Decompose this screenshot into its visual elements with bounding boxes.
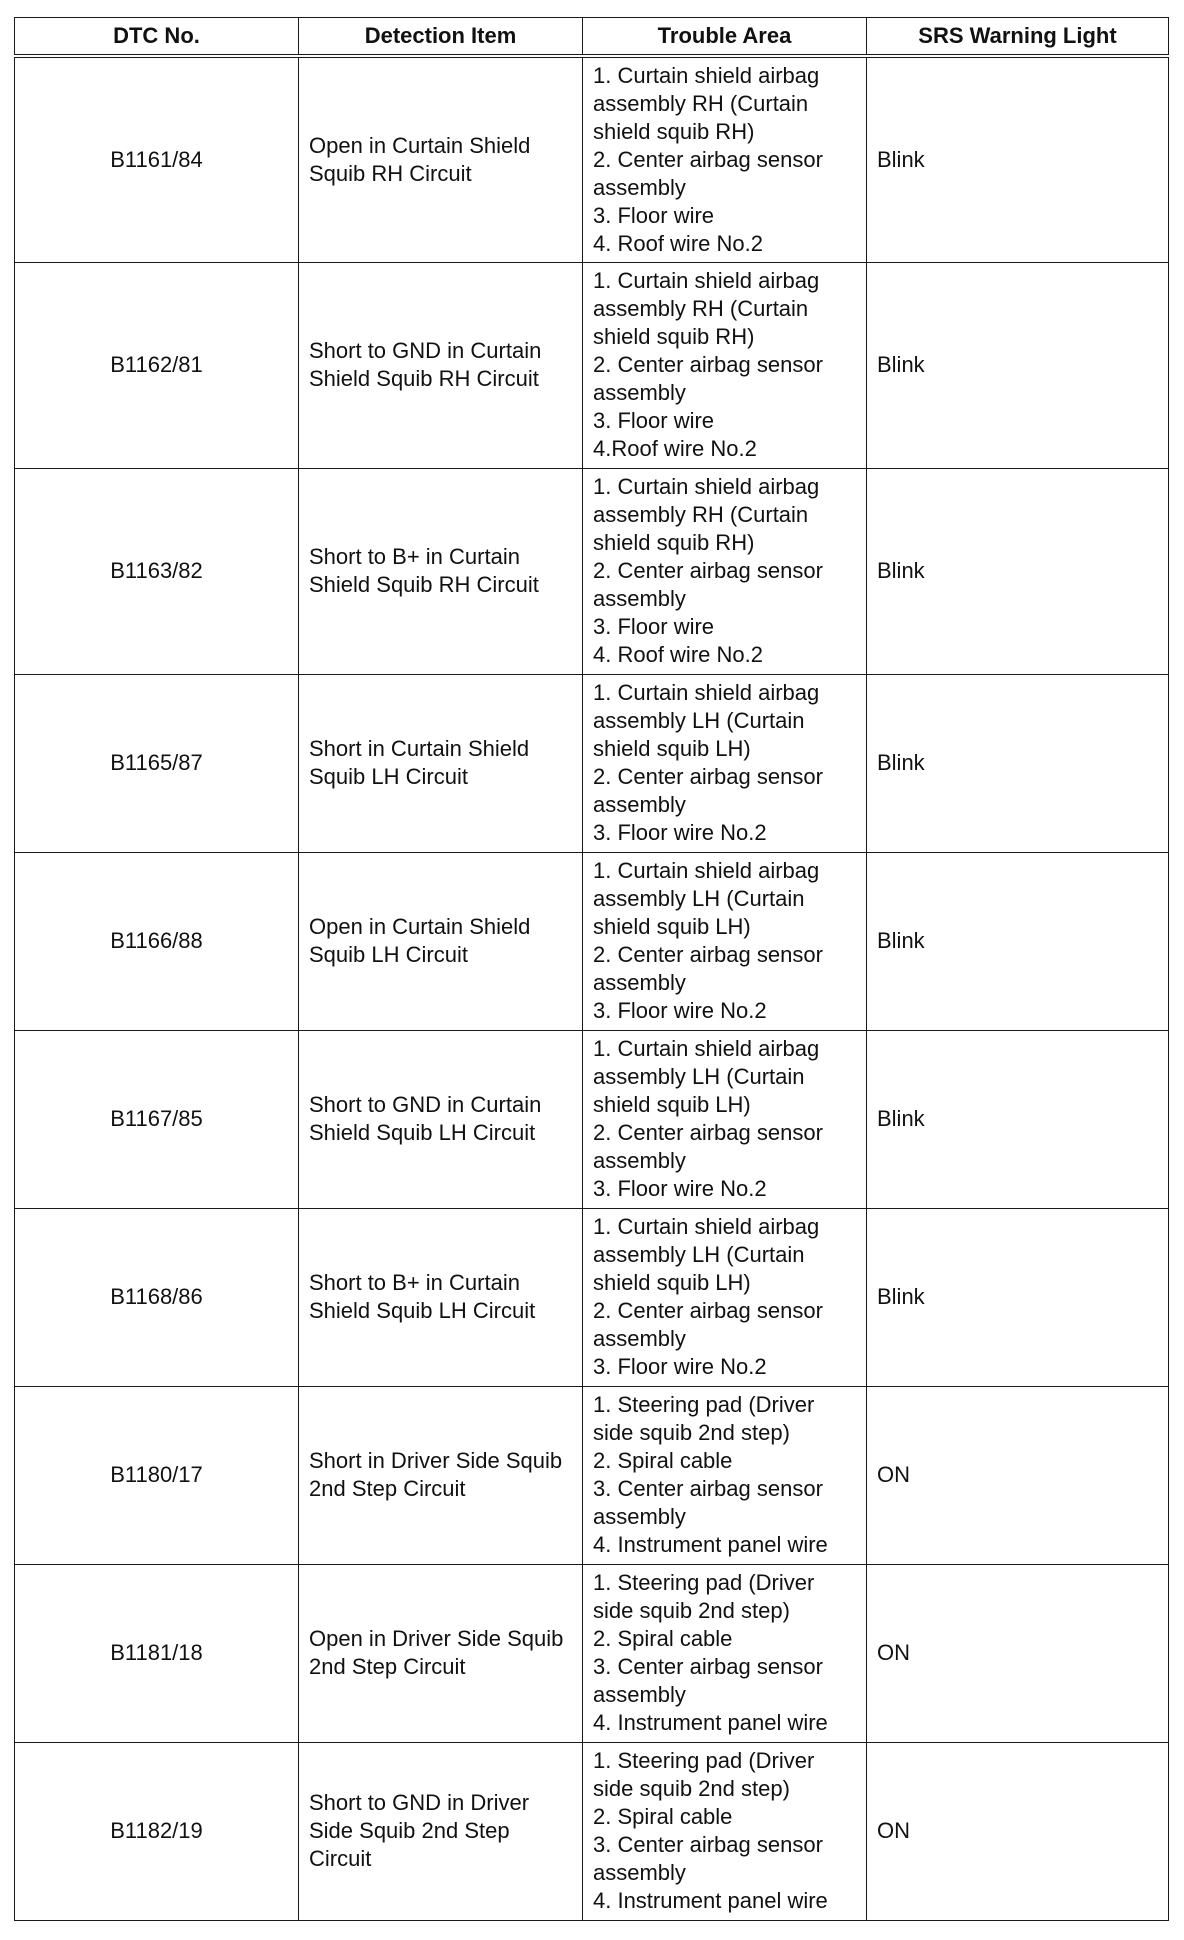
table-row: [15, 468, 1169, 674]
trouble-area-line: 1. Curtain shield airbag: [593, 268, 820, 293]
header-detection-item: Detection Item: [299, 18, 583, 57]
trouble-area-line: 4. Roof wire No.2: [593, 642, 763, 667]
detection-item-cell: [299, 1386, 583, 1564]
srs-warning-light-cell: ON: [867, 1564, 1169, 1742]
detection-item-cell: [299, 852, 583, 1030]
detection-item-cell: [299, 1742, 583, 1920]
detection-item-line: Shield Squib LH Circuit: [309, 1120, 536, 1145]
detection-item-line: 2nd Step Circuit: [309, 1476, 466, 1501]
trouble-area-line: 4. Instrument panel wire: [593, 1710, 828, 1735]
trouble-area-line: shield squib LH): [593, 1092, 751, 1117]
srs-warning-light-cell: Blink: [867, 262, 1169, 468]
detection-item-line: Short in Curtain Shield: [309, 736, 530, 761]
trouble-area-line: side squib 2nd step): [593, 1598, 790, 1623]
trouble-area-line: side squib 2nd step): [593, 1776, 790, 1801]
srs-warning-light-cell: Blink: [867, 852, 1169, 1030]
trouble-area-line: assembly: [593, 970, 686, 995]
trouble-area-line: shield squib RH): [593, 324, 755, 349]
detection-item-line: Shield Squib RH Circuit: [309, 572, 539, 597]
trouble-area-line: 4. Instrument panel wire: [593, 1532, 828, 1557]
trouble-area-line: 2. Center airbag sensor: [593, 1120, 823, 1145]
srs-warning-light-cell: Blink: [867, 1030, 1169, 1208]
trouble-area-line: assembly LH (Curtain: [593, 708, 805, 733]
detection-item-line: 2nd Step Circuit: [309, 1654, 466, 1679]
detection-item-cell: [299, 1208, 583, 1386]
detection-item-line: Short to B+ in Curtain: [309, 1270, 520, 1295]
table-row: [15, 1742, 1169, 1920]
trouble-area-line: 1. Steering pad (Driver: [593, 1748, 815, 1773]
trouble-area-line: assembly: [593, 1504, 686, 1529]
trouble-area-line: 4. Instrument panel wire: [593, 1888, 828, 1913]
detection-item-line: Squib RH Circuit: [309, 160, 472, 186]
detection-item-line: Open in Curtain Shield: [309, 132, 531, 158]
table-row: [15, 1208, 1169, 1386]
table-row: [15, 852, 1169, 1030]
header-srs-warning-light: SRS Warning Light: [867, 18, 1169, 57]
trouble-area-line: 1. Curtain shield airbag: [593, 858, 820, 883]
table-body: [15, 56, 1169, 1920]
dtc-code-cell: B1167/85: [15, 1030, 299, 1208]
trouble-area-line: 3. Center airbag sensor: [593, 1654, 823, 1679]
detection-item-line: Shield Squib RH Circuit: [309, 366, 539, 391]
detection-item-cell: [299, 674, 583, 852]
trouble-area-line: 4.Roof wire No.2: [593, 436, 757, 461]
table-row: [15, 674, 1169, 852]
detection-item-cell: [299, 262, 583, 468]
trouble-area-cell: [583, 1564, 867, 1742]
trouble-area-line: assembly: [593, 1860, 686, 1885]
srs-warning-light-cell: ON: [867, 1386, 1169, 1564]
trouble-area-line: assembly RH (Curtain: [593, 502, 809, 527]
trouble-area-line: 3. Floor wire No.2: [593, 998, 767, 1023]
detection-item-line: Short to GND in Driver: [309, 1790, 530, 1815]
table-row: [15, 1564, 1169, 1742]
table-row: [15, 1386, 1169, 1564]
table-row: [15, 56, 1169, 262]
dtc-code-cell: B1163/82: [15, 468, 299, 674]
trouble-area-line: 3. Floor wire: [593, 202, 715, 228]
trouble-area-line: 3. Floor wire No.2: [593, 1176, 767, 1201]
trouble-area-cell: [583, 1208, 867, 1386]
trouble-area-line: shield squib LH): [593, 736, 751, 761]
srs-warning-light-cell: Blink: [867, 674, 1169, 852]
detection-item-cell: [299, 1564, 583, 1742]
trouble-area-line: 2. Center airbag sensor: [593, 942, 823, 967]
detection-item-line: Short in Driver Side Squib: [309, 1448, 563, 1473]
trouble-area-line: assembly: [593, 380, 686, 405]
trouble-area-line: shield squib RH): [593, 530, 755, 555]
trouble-area-line: assembly: [593, 1682, 686, 1707]
dtc-code-cell: B1161/84: [15, 56, 299, 262]
trouble-area-line: side squib 2nd step): [593, 1420, 790, 1445]
trouble-area-cell: [583, 1030, 867, 1208]
detection-item-line: Circuit: [309, 1846, 372, 1871]
trouble-area-line: 1. Curtain shield airbag: [593, 1214, 820, 1239]
trouble-area-line: 3. Floor wire: [593, 408, 715, 433]
dtc-table: [14, 17, 1169, 1921]
detection-item-cell: [299, 468, 583, 674]
srs-warning-light-cell: Blink: [867, 468, 1169, 674]
trouble-area-line: 3. Center airbag sensor: [593, 1832, 823, 1857]
trouble-area-line: 1. Curtain shield airbag: [593, 680, 820, 705]
trouble-area-line: 3. Floor wire No.2: [593, 1354, 767, 1379]
trouble-area-line: 4. Roof wire No.2: [593, 230, 763, 256]
table-row: [15, 1030, 1169, 1208]
detection-item-line: Short to B+ in Curtain: [309, 544, 520, 569]
trouble-area-line: shield squib LH): [593, 1270, 751, 1295]
trouble-area-line: assembly RH (Curtain: [593, 296, 809, 321]
trouble-area-line: assembly LH (Curtain: [593, 1064, 805, 1089]
header-dtc-no: DTC No.: [15, 18, 299, 57]
trouble-area-cell: [583, 1742, 867, 1920]
srs-warning-light-cell: ON: [867, 1742, 1169, 1920]
dtc-code-cell: B1182/19: [15, 1742, 299, 1920]
trouble-area-line: assembly RH (Curtain: [593, 90, 809, 116]
trouble-area-line: assembly LH (Curtain: [593, 886, 805, 911]
trouble-area-line: 2. Spiral cable: [593, 1804, 733, 1829]
detection-item-line: Open in Driver Side Squib: [309, 1626, 564, 1651]
trouble-area-cell: [583, 56, 867, 262]
trouble-area-line: shield squib RH): [593, 118, 755, 144]
srs-warning-light-cell: Blink: [867, 56, 1169, 262]
detection-item-line: Shield Squib LH Circuit: [309, 1298, 536, 1323]
trouble-area-line: assembly LH (Curtain: [593, 1242, 805, 1267]
dtc-code-cell: B1168/86: [15, 1208, 299, 1386]
trouble-area-line: 3. Center airbag sensor: [593, 1476, 823, 1501]
detection-item-line: Squib LH Circuit: [309, 942, 468, 967]
dtc-code-cell: B1165/87: [15, 674, 299, 852]
trouble-area-cell: [583, 852, 867, 1030]
srs-warning-light-cell: Blink: [867, 1208, 1169, 1386]
trouble-area-line: 2. Spiral cable: [593, 1626, 733, 1651]
table-row: [15, 262, 1169, 468]
trouble-area-cell: [583, 674, 867, 852]
trouble-area-line: shield squib LH): [593, 914, 751, 939]
trouble-area-line: assembly: [593, 1326, 686, 1351]
trouble-area-line: 1. Curtain shield airbag: [593, 1036, 820, 1061]
detection-item-line: Short to GND in Curtain: [309, 338, 542, 363]
trouble-area-line: 3. Floor wire: [593, 614, 715, 639]
trouble-area-line: assembly: [593, 1148, 686, 1173]
trouble-area-line: 1. Steering pad (Driver: [593, 1392, 815, 1417]
detection-item-cell: [299, 56, 583, 262]
trouble-area-line: assembly: [593, 792, 686, 817]
trouble-area-line: 1. Curtain shield airbag: [593, 474, 820, 499]
trouble-area-cell: [583, 262, 867, 468]
trouble-area-line: 1. Steering pad (Driver: [593, 1570, 815, 1595]
trouble-area-line: 2. Center airbag sensor: [593, 146, 823, 172]
trouble-area-line: assembly: [593, 174, 686, 200]
trouble-area-cell: [583, 468, 867, 674]
header-trouble-area: Trouble Area: [583, 18, 867, 57]
dtc-code-cell: B1181/18: [15, 1564, 299, 1742]
detection-item-line: Side Squib 2nd Step: [309, 1818, 510, 1843]
trouble-area-line: 2. Center airbag sensor: [593, 352, 823, 377]
trouble-area-line: 1. Curtain shield airbag: [593, 62, 820, 88]
detection-item-line: Short to GND in Curtain: [309, 1092, 542, 1117]
trouble-area-cell: [583, 1386, 867, 1564]
detection-item-line: Squib LH Circuit: [309, 764, 468, 789]
trouble-area-line: 2. Center airbag sensor: [593, 1298, 823, 1323]
header-row: [15, 18, 1169, 57]
dtc-code-cell: B1162/81: [15, 262, 299, 468]
trouble-area-line: 3. Floor wire No.2: [593, 820, 767, 845]
trouble-area-line: 2. Center airbag sensor: [593, 764, 823, 789]
trouble-area-line: assembly: [593, 586, 686, 611]
dtc-code-cell: B1166/88: [15, 852, 299, 1030]
dtc-code-cell: B1180/17: [15, 1386, 299, 1564]
detection-item-cell: [299, 1030, 583, 1208]
trouble-area-line: 2. Center airbag sensor: [593, 558, 823, 583]
trouble-area-line: 2. Spiral cable: [593, 1448, 733, 1473]
detection-item-line: Open in Curtain Shield: [309, 914, 531, 939]
